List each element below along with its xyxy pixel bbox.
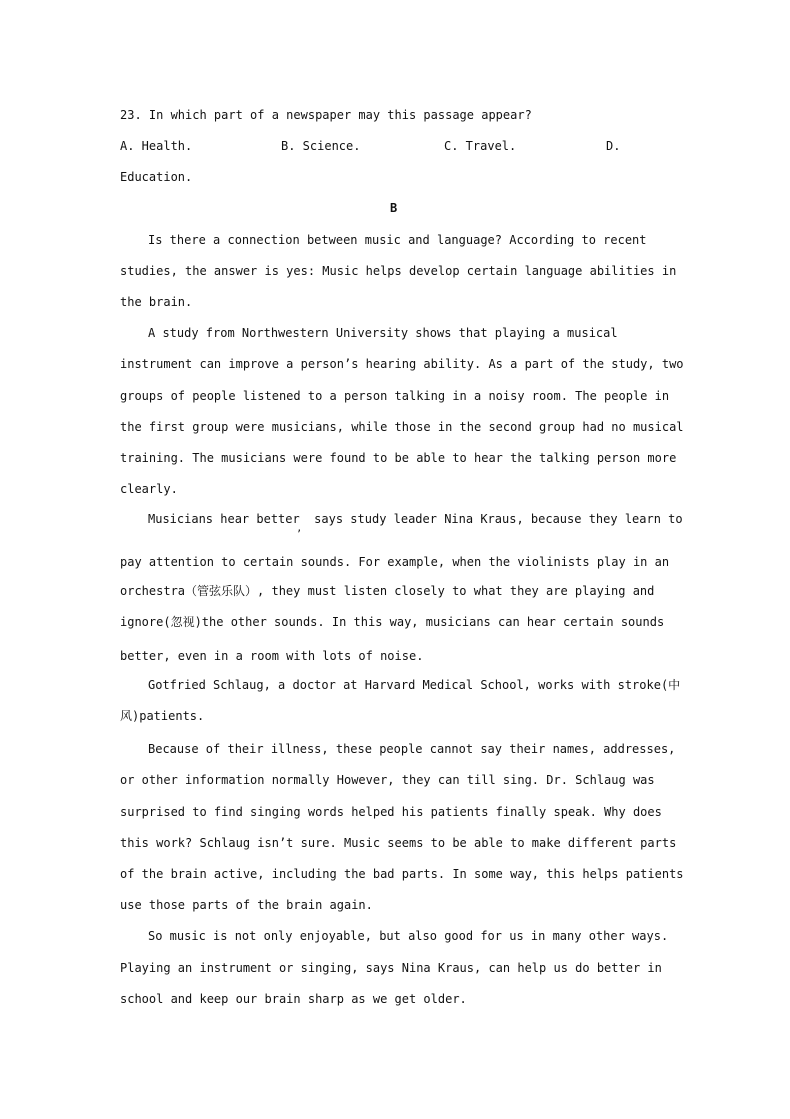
passage-line: So music is not only enjoyable, but also good for us in many other ways. — [148, 929, 669, 943]
option-a: A. Health. — [120, 139, 193, 153]
option-b: B. Science. — [281, 139, 361, 153]
passage-line: Playing an instrument or singing, says Nina Kraus, can help us do better in — [120, 961, 662, 975]
passage-line: of the brain active, including the bad parts. In some way, this helps patients — [120, 867, 684, 881]
passage-line: the first group were musicians, while those in the second group had no musical — [120, 420, 684, 434]
passage-line: orchestra（管弦乐队）, they must listen closely to what they are playing and — [120, 584, 655, 598]
passage-line: 风)patients. — [120, 709, 205, 723]
passage-line: this work? Schlaug isn’t sure. Music seems to be able to make different parts — [120, 836, 677, 850]
passage-line: school and keep our brain sharp as we get older. — [120, 992, 467, 1006]
passage-line: Because of their illness, these people cannot say their names, addresses, — [148, 742, 676, 756]
passage-line: clearly. — [120, 482, 178, 496]
passage-line: studies, the answer is yes: Music helps develop certain language abilities in — [120, 264, 677, 278]
option-d-text: Education. — [120, 170, 193, 184]
passage-line: pay attention to certain sounds. For example, when the violinists play in an — [120, 555, 670, 569]
passage-line: surprised to find singing words helped his patients finally speak. Why does — [120, 805, 662, 819]
passage-line: Musicians hear better says study leader Nina Kraus, because they learn to — [148, 512, 683, 526]
option-d: D. — [606, 139, 621, 153]
stray-mark: ’ — [296, 529, 303, 540]
passage-line: or other information normally However, they can till sing. Dr. Schlaug was — [120, 773, 655, 787]
passage-line: Is there a connection between music and language? According to recent — [148, 233, 647, 247]
passage-line: better, even in a room with lots of noise. — [120, 649, 424, 663]
passage-line: training. The musicians were found to be able to hear the talking person more — [120, 451, 677, 465]
passage-line: instrument can improve a person’s hearing ability. As a part of the study, two — [120, 357, 684, 371]
section-heading: B — [390, 201, 398, 215]
option-c: C. Travel. — [444, 139, 517, 153]
passage-line: Gotfried Schlaug, a doctor at Harvard Medical School, works with stroke(中 — [148, 678, 681, 692]
passage-line: A study from Northwestern University shows that playing a musical — [148, 326, 618, 340]
question-stem: 23. In which part of a newspaper may this passage appear? — [120, 108, 532, 122]
passage-line: use those parts of the brain again. — [120, 898, 373, 912]
passage-line: groups of people listened to a person talking in a noisy room. The people in — [120, 389, 670, 403]
passage-line: ignore(忽视)the other sounds. In this way, musicians can hear certain sounds — [120, 615, 665, 629]
passage-line: the brain. — [120, 295, 193, 309]
